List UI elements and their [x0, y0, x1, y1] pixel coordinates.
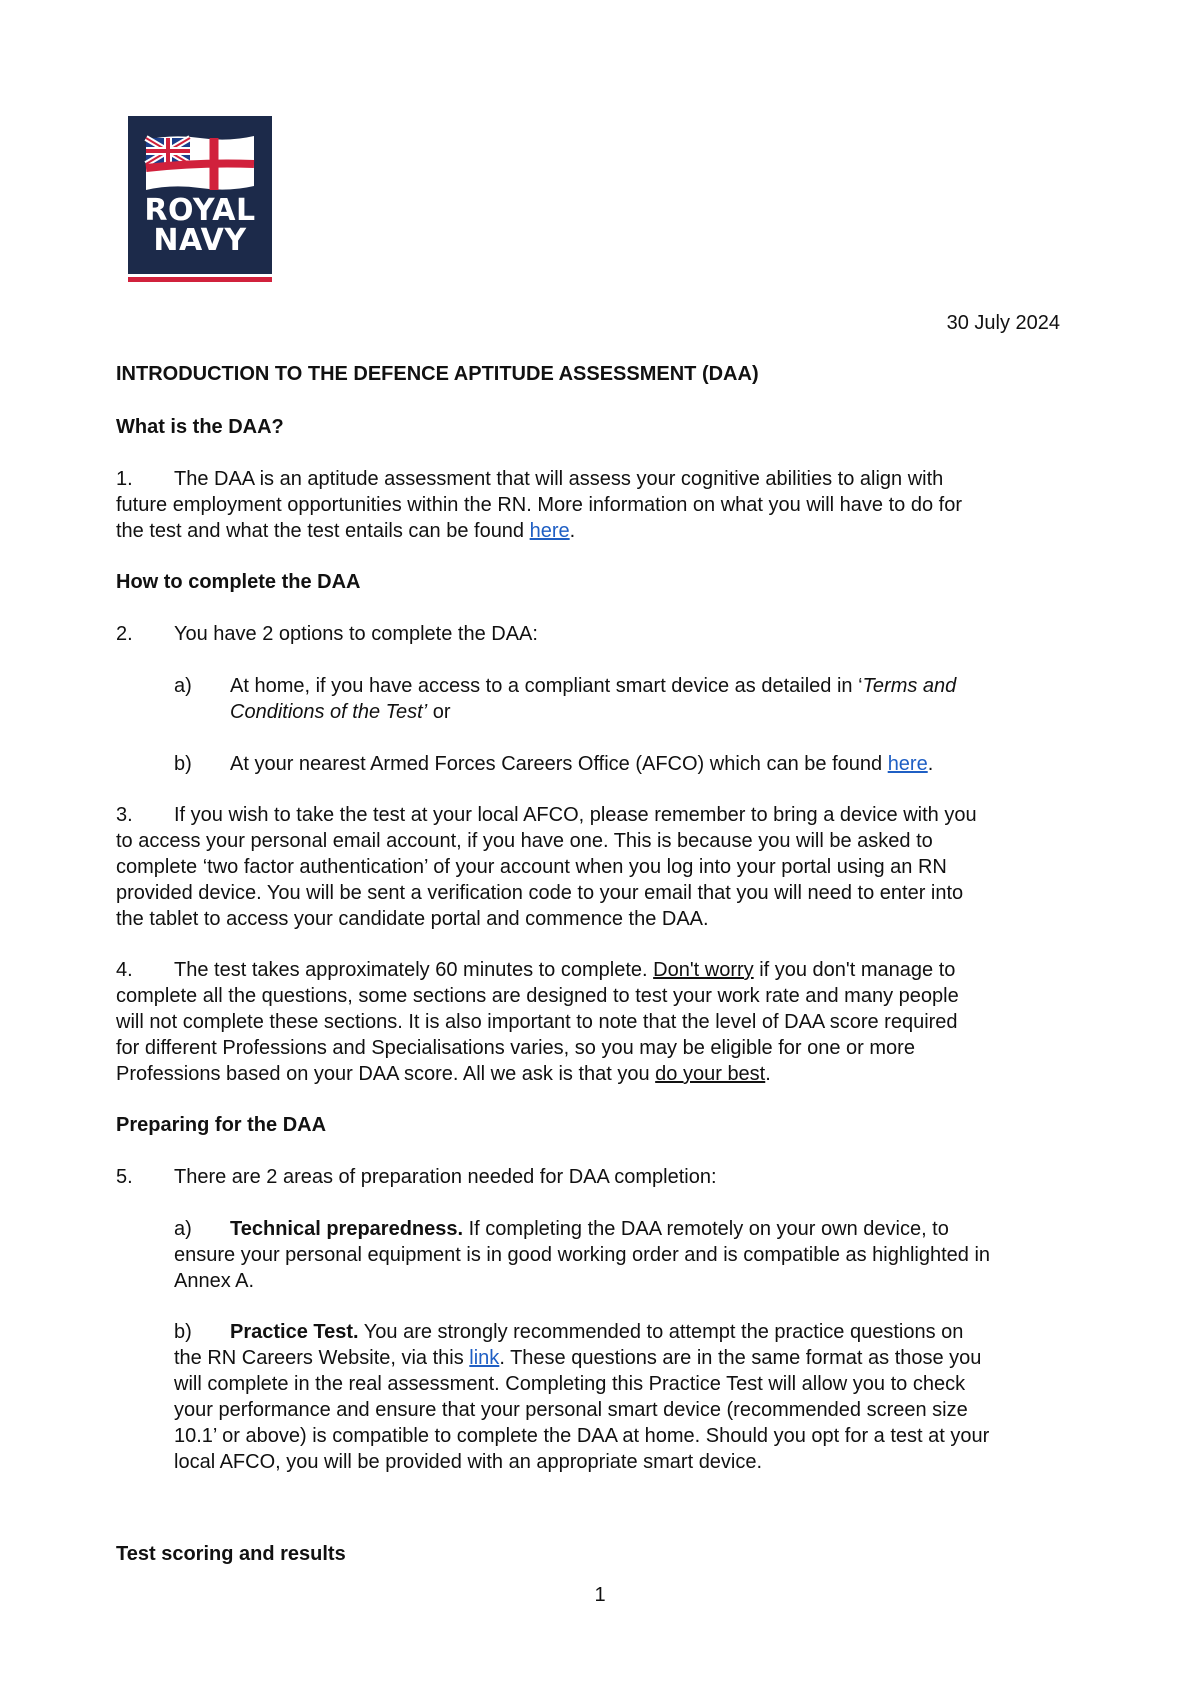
paragraph-line: There are 2 areas of preparation needed for DAA completion: [174, 1166, 717, 1188]
paragraph-number: 2. [116, 623, 133, 645]
text-span: the test and what the test entails can be found [116, 520, 530, 542]
paragraph-line [230, 1319, 963, 1345]
text-span: if you don't manage to [753, 959, 956, 981]
paragraph-line [116, 518, 575, 544]
white-ensign-flag-icon [142, 132, 258, 194]
text-span: The test takes approximately 60 minutes to complete. [174, 959, 654, 981]
section-heading-what: What is the DAA? [116, 416, 284, 438]
paragraph-line: complete all the questions, some sections are designed to test your work rate and many people [116, 985, 959, 1007]
paragraph-line: The DAA is an aptitude assessment that will assess your cognitive abilities to align with [174, 468, 944, 490]
text-span: . [927, 753, 934, 775]
paragraph-line [174, 957, 955, 983]
page-number: 1 [594, 1584, 606, 1606]
paragraph-line: your performance and ensure that your personal smart device (recommended screen size [174, 1399, 968, 1421]
section-heading-how: How to complete the DAA [116, 571, 361, 593]
paragraph-line [116, 1061, 771, 1087]
text-span: At your nearest Armed Forces Careers Office (AFCO) which can be found [230, 753, 888, 775]
paragraph-line: will complete in the real assessment. Completing this Practice Test will allow you to check [174, 1373, 966, 1395]
paragraph-line: will not complete these sections. It is also important to note that the level of DAA score required [116, 1011, 958, 1033]
paragraph-number: 1. [116, 468, 133, 490]
underlined-text: do your best [655, 1063, 766, 1085]
sub-item-label: a) [174, 675, 192, 697]
logo-red-stripe [128, 277, 272, 282]
sub-item-label: a) [174, 1218, 192, 1240]
daa-info-link[interactable]: here [529, 520, 570, 542]
text-span: Conditions of the Test’ [230, 701, 428, 723]
text-span: . [765, 1063, 771, 1085]
document-title: INTRODUCTION TO THE DEFENCE APTITUDE ASSESSMENT (DAA) [116, 363, 759, 385]
text-span: . These questions are in the same format as those you [499, 1347, 982, 1369]
paragraph-line: for different Professions and Specialisations varies, so you may be eligible for one or more [116, 1037, 915, 1059]
bold-text: Technical preparedness. [230, 1218, 464, 1240]
underlined-text: Don't worry [653, 959, 754, 981]
section-heading-scoring: Test scoring and results [116, 1543, 346, 1565]
text-span: or [427, 701, 451, 723]
paragraph-line: You have 2 options to complete the DAA: [174, 623, 538, 645]
paragraph-line [230, 1216, 949, 1242]
text-span: the RN Careers Website, via this [174, 1347, 470, 1369]
text-span: If completing the DAA remotely on your own device, to [463, 1218, 949, 1240]
paragraph-line [230, 673, 956, 699]
paragraph-line [230, 751, 933, 777]
paragraph-number: 3. [116, 804, 133, 826]
paragraph-line: the tablet to access your candidate portal and commence the DAA. [116, 908, 709, 930]
text-span: Professions based on your DAA score. All we ask is that you [116, 1063, 656, 1085]
royal-navy-logo [128, 116, 272, 282]
bold-text: Practice Test. [230, 1321, 359, 1343]
paragraph-line: ensure your personal equipment is in good working order and is compatible as highlighted in [174, 1244, 991, 1266]
paragraph-line: local AFCO, you will be provided with an appropriate smart device. [174, 1451, 763, 1473]
paragraph-line: If you wish to take the test at your local AFCO, please remember to bring a device with you [174, 804, 977, 826]
paragraph-line: to access your personal email account, if you have one. This is because you will be asked to [116, 830, 933, 852]
logo-text-royal: ROYAL [144, 193, 256, 228]
paragraph-line: Annex A. [174, 1270, 255, 1292]
paragraph-line [174, 1345, 981, 1371]
paragraph-number: 4. [116, 959, 133, 981]
document-date: 30 July 2024 [946, 312, 1060, 334]
practice-test-link[interactable]: link [469, 1347, 500, 1369]
paragraph-line: provided device. You will be sent a verification code to your email that you will need to enter into [116, 882, 964, 904]
paragraph-line: 10.1’ or above) is compatible to complete the DAA at home. Should you opt for a test at your [174, 1425, 990, 1447]
paragraph-line: future employment opportunities within the RN. More information on what you will have to do for [116, 494, 962, 516]
afco-locator-link[interactable]: here [887, 753, 928, 775]
paragraph-line: complete ‘two factor authentication’ of your account when you log into your portal using an RN [116, 856, 947, 878]
paragraph-line [230, 699, 451, 725]
text-span: At home, if you have access to a compliant smart device as detailed in ‘ [230, 675, 863, 697]
sub-item-label: b) [174, 753, 192, 775]
text-span: You are strongly recommended to attempt the practice questions on [358, 1321, 964, 1343]
text-span: Terms and [862, 675, 957, 697]
text-span: . [569, 520, 576, 542]
paragraph-number: 5. [116, 1166, 133, 1188]
sub-item-label: b) [174, 1321, 192, 1343]
section-heading-prep: Preparing for the DAA [116, 1114, 327, 1136]
logo-text-navy: NAVY [153, 223, 247, 258]
